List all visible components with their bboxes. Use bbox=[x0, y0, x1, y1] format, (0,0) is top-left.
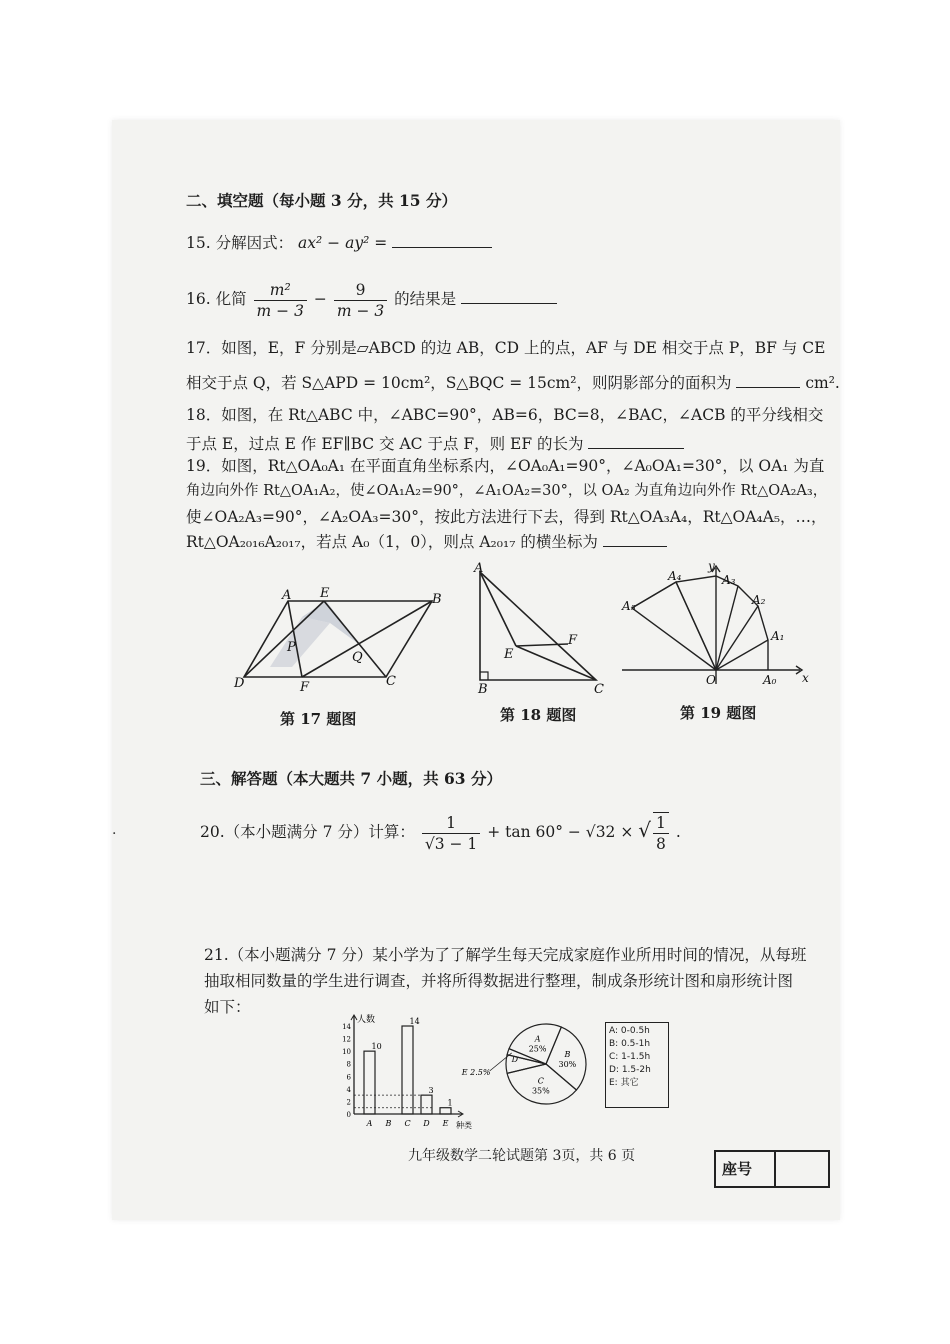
fig19-label-A4: A₄ bbox=[668, 569, 682, 583]
q19-line-3: 使∠OA₂A₃=90°，∠A₂OA₃=30°，按此方法进行下去，得到 Rt△OA₃A₄，Rt△OA₄A₅，…， bbox=[186, 508, 827, 526]
fig18-label-C: C bbox=[594, 682, 604, 697]
bar-e bbox=[440, 1108, 451, 1114]
pie-label-e: E 2.5% bbox=[461, 1067, 491, 1077]
fig18-triangle bbox=[480, 572, 596, 680]
q16-f2-denominator: m − 3 bbox=[336, 301, 385, 320]
figure-17 bbox=[230, 585, 460, 695]
bar-d bbox=[421, 1095, 432, 1114]
section-3-title: 三、解答题（本大题共 7 小题，共 63 分） bbox=[200, 769, 502, 788]
seat-label: 座号 bbox=[722, 1160, 753, 1178]
q19-line-1: 19．如图，Rt△OA₀A₁ 在平面直角坐标系内，∠OA₀A₁=90°，∠A₀OA₁=30°，以 OA₁ 为直 bbox=[186, 457, 825, 475]
q15-answer-blank[interactable] bbox=[392, 233, 492, 248]
bar-chart bbox=[334, 1008, 474, 1132]
q19-line-4-text: Rt△OA₂₀₁₆A₂₀₁₇，若点 A₀（1，0），则点 A₂₀₁₇ 的横坐标为 bbox=[186, 533, 598, 551]
fig19-label-x: x bbox=[802, 671, 809, 685]
fig18-label-E: E bbox=[504, 647, 514, 662]
fig17-label-F: F bbox=[300, 680, 310, 695]
bar-data-label-d: 3 bbox=[428, 1086, 434, 1096]
pie-label-a: A bbox=[534, 1034, 541, 1044]
fig19-ray-OA1 bbox=[716, 640, 768, 670]
fig18-line-AE bbox=[480, 572, 516, 646]
bar-y-tick-12: 12 bbox=[342, 1035, 351, 1044]
bar-y-tick-10: 10 bbox=[342, 1048, 351, 1057]
bar-x-label: 种类 bbox=[456, 1121, 472, 1130]
bar-category-e: E bbox=[442, 1119, 449, 1128]
fig19-label-A2: A₂ bbox=[752, 593, 766, 607]
q16-f1-denominator: m − 3 bbox=[256, 301, 304, 320]
q17-unit: cm². bbox=[805, 374, 840, 392]
fig17-line-EC bbox=[324, 601, 386, 677]
pie-label-b: B bbox=[564, 1049, 571, 1059]
q16-suffix: 的结果是 bbox=[394, 290, 457, 308]
q20-prefix: 20.（本小题满分 7 分）计算： bbox=[200, 823, 415, 841]
seat-number-box bbox=[714, 1150, 830, 1188]
fig19-label-A5: A₅ bbox=[622, 599, 636, 613]
pie-legend bbox=[605, 1022, 669, 1108]
q16-answer-blank[interactable] bbox=[461, 289, 557, 304]
q21-line-3: 如下： bbox=[204, 998, 251, 1016]
pie-label-d: D bbox=[511, 1055, 519, 1064]
q18-line-2-text: 于点 E，过点 E 作 EF∥BC 交 AC 于点 F，则 EF 的长为 bbox=[186, 435, 584, 453]
fig17-label-Q: Q bbox=[352, 650, 363, 665]
fig19-label-A0: A₀ bbox=[763, 673, 777, 687]
fig19-label-O: O bbox=[706, 673, 716, 687]
q19-line-4 bbox=[186, 531, 667, 553]
bar-y-tick-4: 4 bbox=[346, 1085, 351, 1094]
q21-line-2: 抽取相同数量的学生进行调查，并将所得数据进行整理，制成条形统计图和扇形统计图 bbox=[204, 972, 794, 990]
fig19-label-A1: A₁ bbox=[771, 629, 785, 643]
q16-text: 化简 bbox=[215, 290, 247, 308]
legend-item-c: C: 1-1.5h bbox=[609, 1052, 651, 1062]
bar-y-tick-8: 8 bbox=[346, 1060, 351, 1069]
pie-percent-a: 25% bbox=[528, 1044, 547, 1054]
pie-label-c: C bbox=[537, 1076, 544, 1086]
section-2-title: 二、填空题（每小题 3 分，共 15 分） bbox=[186, 191, 457, 210]
bar-category-a: A bbox=[366, 1119, 373, 1128]
pie-chart bbox=[461, 1016, 608, 1116]
q15-expression: ax² − ay² = bbox=[298, 234, 388, 252]
legend-item-b: B: 0.5-1h bbox=[609, 1039, 651, 1049]
fig18-label-A: A bbox=[474, 561, 484, 576]
fig19-label-A3: A₃ bbox=[722, 573, 736, 587]
seat-number-field[interactable] bbox=[774, 1152, 828, 1186]
bar-y-tick-0: 0 bbox=[346, 1111, 351, 1119]
fig17-label-A: A bbox=[282, 588, 292, 603]
legend-item-a: A: 0-0.5h bbox=[609, 1026, 650, 1036]
legend-item-d: D: 1.5-2h bbox=[609, 1065, 651, 1075]
q16-number: 16. bbox=[186, 290, 211, 308]
bar-y-tick-2: 2 bbox=[346, 1098, 351, 1107]
fig19-ray-OA2 bbox=[716, 606, 758, 670]
fig19-ray-OA5 bbox=[632, 582, 716, 670]
bar-y-label: 人数 bbox=[357, 1015, 376, 1025]
bar-a bbox=[364, 1051, 375, 1114]
q20-sqrt-numerator: 1 bbox=[653, 813, 669, 834]
figure-18 bbox=[470, 562, 610, 697]
fig17-label-P: P bbox=[287, 640, 296, 655]
fig18-label-F: F bbox=[568, 633, 578, 648]
page-footer: 九年级数学二轮试题第 3页，共 6 页 bbox=[408, 1148, 636, 1164]
q16-minus: − bbox=[313, 290, 327, 308]
q16-f2-numerator: 9 bbox=[334, 280, 387, 301]
fig17-label-D: D bbox=[234, 676, 245, 691]
pie-leader-e bbox=[490, 1053, 512, 1071]
q17-answer-blank[interactable] bbox=[736, 373, 800, 388]
bar-category-b: B bbox=[385, 1119, 392, 1128]
bar-y-tick-14: 14 bbox=[342, 1023, 351, 1031]
question-20: 20.（本小题满分 7 分）计算： $\frac{1}{√3 - 1}$ + tan 60° − √32 × √ $\frac{1}{8}$ . bbox=[200, 813, 681, 853]
figure-19 bbox=[618, 560, 810, 688]
q17-line-2 bbox=[186, 372, 840, 394]
q19-answer-blank[interactable] bbox=[603, 532, 667, 547]
pie-percent-c: 35% bbox=[531, 1086, 550, 1096]
q20-middle: + tan 60° − √32 × bbox=[487, 823, 634, 841]
fig17-label-B: B bbox=[432, 592, 442, 607]
fig19-label-y: y bbox=[708, 559, 715, 573]
fig18-line-CE bbox=[516, 646, 596, 680]
fig19-ray-OA3 bbox=[716, 586, 738, 670]
q20-sqrt-denominator: 8 bbox=[656, 835, 666, 853]
q18-line-2 bbox=[186, 433, 684, 455]
bar-data-label-a: 10 bbox=[371, 1042, 382, 1052]
bar-data-label-e: 1 bbox=[447, 1098, 453, 1108]
question-16 bbox=[186, 278, 557, 321]
bar-category-c: C bbox=[404, 1119, 411, 1128]
q20-end: . bbox=[675, 823, 681, 841]
fig17-label-C: C bbox=[386, 674, 396, 689]
fig19-caption: 第 19 题图 bbox=[680, 704, 757, 722]
q19-line-2: 角边向外作 Rt△OA₁A₂，使∠OA₁A₂=90°，∠A₁OA₂=30°，以 OA₂ 为直角边向外作 Rt△OA₂A₃， bbox=[186, 483, 828, 499]
bar-y-tick-6: 6 bbox=[346, 1073, 351, 1082]
fig18-caption: 第 18 题图 bbox=[500, 706, 577, 724]
q15-text: 分解因式： bbox=[215, 234, 294, 252]
q17-line-1: 17．如图，E，F 分别是▱ABCD 的边 AB，CD 上的点，AF 与 DE 相交于点 P，BF 与 CE bbox=[186, 339, 826, 357]
fig17-caption: 第 17 题图 bbox=[280, 710, 357, 728]
q18-line-1: 18．如图，在 Rt△ABC 中，∠ABC=90°，AB=6，BC=8，∠BAC，∠ACB 的平分线相交 bbox=[186, 406, 824, 424]
q16-fraction-2 bbox=[334, 280, 387, 321]
bar-category-d: D bbox=[423, 1119, 430, 1128]
legend-item-e: E: 其它 bbox=[609, 1078, 639, 1088]
q20-denominator: √3 − 1 bbox=[424, 834, 478, 853]
q21-line-1: 21.（本小题满分 7 分）某小学为了了解学生每天完成家庭作业所用时间的情况，从每班 bbox=[204, 946, 807, 964]
q20-sqrt-fraction bbox=[653, 812, 669, 854]
question-15 bbox=[186, 232, 492, 254]
pie-percent-b: 30% bbox=[558, 1059, 577, 1069]
fig17-label-E: E bbox=[320, 586, 330, 601]
fig18-right-angle-mark bbox=[480, 672, 488, 680]
q16-fraction-1 bbox=[254, 280, 307, 321]
fig18-label-B: B bbox=[478, 682, 488, 697]
q17-line-2-text: 相交于点 Q，若 S△APD = 10cm²，S△BQC = 15cm²，则阴影部分的面积为 bbox=[186, 374, 732, 392]
q20-fraction bbox=[422, 813, 480, 854]
q15-number: 15. bbox=[186, 234, 211, 252]
bar-c bbox=[402, 1026, 413, 1114]
bar-data-label-c: 14 bbox=[409, 1017, 420, 1026]
q16-f1-numerator: m² bbox=[254, 280, 307, 301]
q18-answer-blank[interactable] bbox=[588, 434, 684, 449]
margin-mark: · bbox=[112, 826, 117, 842]
q20-numerator: 1 bbox=[422, 813, 480, 834]
